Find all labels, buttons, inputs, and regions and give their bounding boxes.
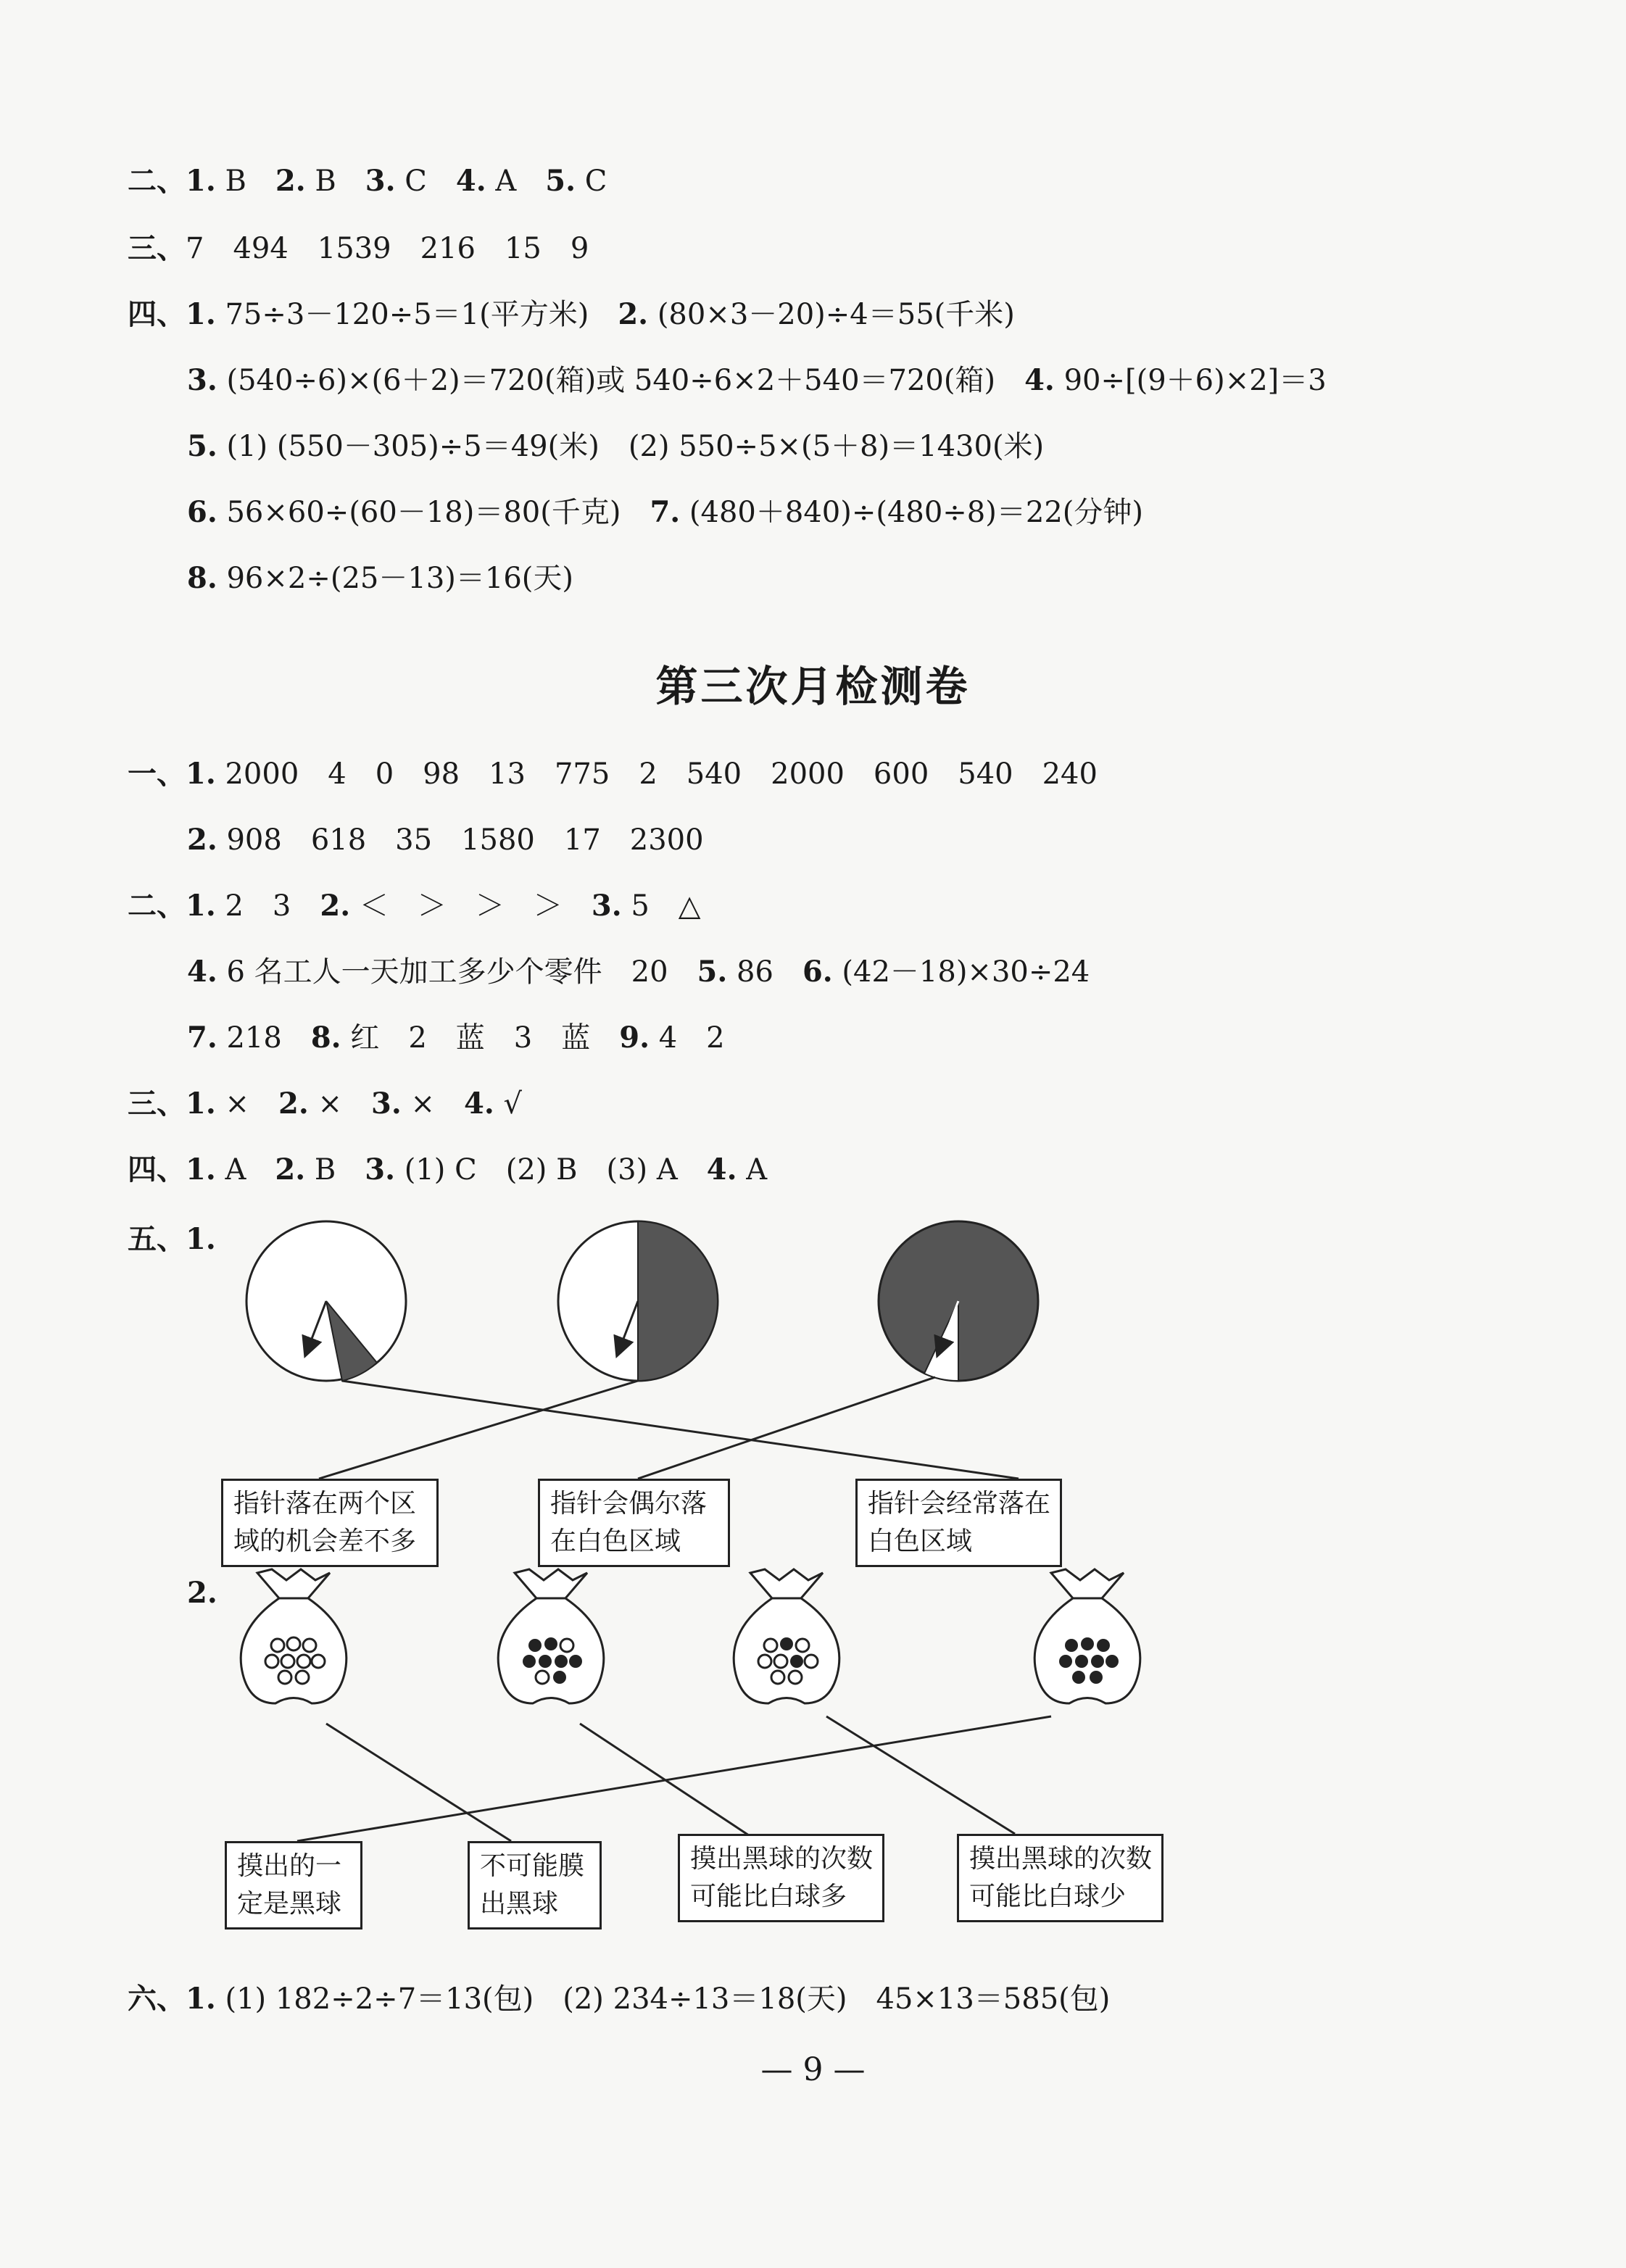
s-part2-line1: 二、1. 2 3 2. ＜ ＞ ＞ ＞ 3. 5 △ [128,889,701,923]
bag-2 [498,1569,604,1703]
answer-part4-line3: 5. (1) (550－305)÷5＝49(米) (2) 550÷5×(5＋8)＝1430(米) [187,429,1045,463]
q2-line-3 [826,1716,1015,1834]
bag-3 [734,1569,839,1703]
s-part3: 三、1. × 2. × 3. × 4. √ [128,1087,522,1121]
answer-part3: 三、7 494 1539 216 15 9 [128,231,589,265]
q1-box-3: 指针会经常落在 白色区域 [855,1479,1062,1567]
q2-line-2 [580,1724,758,1841]
q2-box-1: 摸出的一 定是黑球 [225,1841,362,1930]
s-part4: 四、1. A 2. B 3. (1) C (2) B (3) A 4. A [128,1152,768,1187]
s-part2-line3: 7. 218 8. 红 2 蓝 3 蓝 9. 4 2 [187,1021,725,1055]
q1-box-1: 指针落在两个区 域的机会差不多 [221,1479,439,1567]
q2-box-3: 摸出黑球的次数 可能比白球多 [678,1834,884,1922]
answer-part4-line5: 8. 96×2÷(25－13)＝16(天) [187,561,573,595]
spinner-2 [558,1221,718,1381]
bag-1 [241,1569,347,1703]
spinner-3 [879,1221,1038,1381]
q2-box-4: 摸出黑球的次数 可能比白球少 [957,1834,1163,1922]
s-part1-line2: 2. 908 618 35 1580 17 2300 [187,823,704,857]
section-title: 第三次月检测卷 [655,662,971,711]
answer-part4-line4: 6. 56×60÷(60－18)＝80(千克) 7. (480＋840)÷(480÷8)＝22(分钟) [187,495,1143,529]
bag-4 [1034,1569,1140,1703]
q1-line-2 [319,1381,638,1479]
q1-box-2: 指针会偶尔落 在白色区域 [538,1479,730,1567]
s-part5-q1-label: 五、1. [128,1222,216,1256]
q2-line-4 [297,1716,1051,1841]
answer-part4-line2: 3. (540÷6)×(6＋2)＝720(箱)或 540÷6×2＋540＝720(箱) 4. 90÷[(9＋6)×2]＝3 [187,363,1327,397]
s-part2-line2: 4. 6 名工人一天加工多少个零件 20 5. 86 6. (42－18)×30÷24 [187,955,1090,989]
page-number: — 9 — [760,2051,866,2088]
q1-line-3 [638,1377,935,1479]
answer-part4-line1: 四、1. 75÷3－120÷5＝1(平方米) 2. (80×3－20)÷4＝55(千米) [128,297,1015,331]
s-part6-line1: 六、1. (1) 182÷2÷7＝13(包) (2) 234÷13＝18(天) 45×13＝585(包) [128,1982,1111,2016]
q2-box-2: 不可能膜 出黑球 [468,1841,602,1930]
answer-part2: 二、1. B 2. B 3. C 4. A 5. C [128,164,607,198]
s-part1-line1: 一、1. 2000 4 0 98 13 775 2 540 2000 600 540 240 [128,757,1098,791]
q2-line-1 [326,1724,511,1841]
spinner-1 [246,1221,406,1381]
s-part5-q2-label: 2. [187,1576,217,1610]
